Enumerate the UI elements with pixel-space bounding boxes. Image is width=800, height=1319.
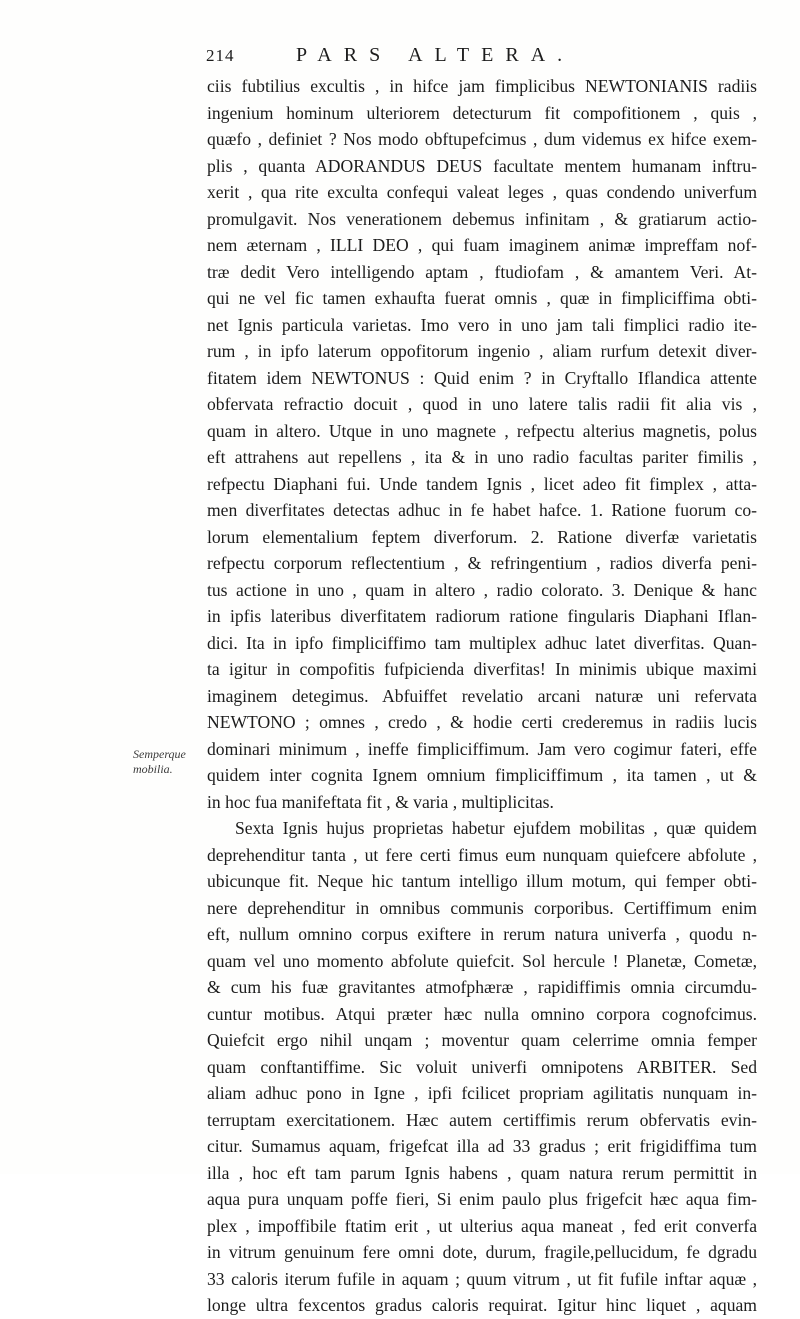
text-line: dici. Ita in ipfo fimpliciffimo tam multiplex adhuc latet diverfitas. Quan- [207, 632, 757, 653]
text-line: in ipfis lateribus diverfitatem radiorum ratione fingularis Diaphani Iflan- [207, 606, 757, 626]
text-line: lorum elementalium feptem diverforum. 2. Ratione diverfæ varietatis [207, 526, 757, 547]
text-line: quidem inter cognita Ignem omnium fimpliciffimum , ita tamen , ut & [207, 765, 757, 785]
text-line: in hoc fua manifeftata fit , & varia , multiplicitas. [207, 791, 554, 812]
text-line: træ dedit Vero intelligendo aptam , ftudiofam , & amantem Veri. At- [207, 261, 757, 282]
margin-note-line: Semperque [133, 747, 186, 761]
text-line: obfervata refractio docuit , quod in uno latere talis radii fit alia vis , [207, 394, 757, 414]
text-line: in vitrum genuinum fere omni dote, durum, fragile,pellucidum, fe dgradu [207, 1242, 757, 1262]
text-line: tus actione in uno , quam in altero , radio colorato. 3. Denique & hanc [207, 579, 757, 600]
margin-note [133, 747, 203, 777]
margin-note-line: mobilia. [133, 762, 173, 776]
text-line: fitatem idem NEWTONUS : Quid enim ? in Cryftallo Iflandica attente [207, 367, 757, 388]
text-line: dominari minimum , ineffe fimpliciffimum. Jam vero cogimur fateri, effe [207, 738, 757, 759]
text-line: ingenium hominum ulteriorem detecturum fit compofitionem , quis , [207, 102, 757, 123]
text-line: terruptam exercitationem. Hæc autem certiffimis rerum obfervatis evin- [207, 1109, 757, 1130]
text-line: eft attrahens aut repellens , ita & in uno radio facultas pariter fimilis , [207, 447, 757, 467]
text-line: plex , impoffibile ftatim erit , ut ulterius aqua maneat , fed erit converfa [207, 1215, 757, 1236]
text-line: quam conftantiffime. Sic voluit univerfi omnipotens ARBITER. Sed [207, 1056, 757, 1077]
text-line: Quiefcit ergo nihil unqam ; moventur quam celerrime omnia femper [207, 1030, 757, 1050]
text-line: deprehenditur tanta , ut fere certi fimus eum nunquam quiefcere abfolute , [207, 844, 757, 865]
text-line: promulgavit. Nos venerationem debemus infinitam , & gratiarum actio- [207, 208, 757, 229]
text-line: citur. Sumamus aquam, frigefcat illa ad 33 gradus ; erit frigidiffima tum [207, 1136, 757, 1156]
paragraph-start-line: Sexta Ignis hujus proprietas habetur ejufdem mobilitas , quæ quidem [235, 818, 757, 838]
text-line: refpectu Diaphani fui. Unde tandem Ignis , licet adeo fit fimplex , atta- [207, 473, 757, 494]
text-line: aqua pura unquam poffe fieri, Si enim paulo plus frigefcit hæc aqua fim- [207, 1189, 757, 1209]
text-line: qui ne vel fic tamen exhaufta fuerat omnis , quæ in fimpliciffima obti- [207, 288, 757, 308]
text-line: ciis fubtilius excultis , in hifce jam fimplicibus NEWTONIANIS radiis [207, 76, 757, 96]
text-line: aliam adhuc pono in Igne , ipfi fcilicet propriam agilitatis nunquam in- [207, 1083, 757, 1103]
text-line: quam in altero. Utque in uno magnete , refpectu alterius magnetis, polus [207, 420, 757, 441]
running-head: PARS ALTERA. [296, 44, 575, 66]
text-line: xerit , qua rite exculta confequi valeat leges , quas condendo univerfum [207, 182, 757, 202]
text-line: refpectu corporum reflectentium , & refringentium , radios diverfa peni- [207, 553, 757, 573]
text-line: ta igitur in compofitis fufpicienda diverfitas! In minimis ubique maximi [207, 659, 757, 679]
page-number: 214 [206, 46, 235, 65]
text-line: longe ultra fexcentos gradus caloris requirat. Igitur hinc liquet , aquam [207, 1295, 757, 1315]
text-line: quæfo , definiet ? Nos modo obftupefcimus , dum videmus ex hifce exem- [207, 129, 757, 149]
text-line: quam vel uno momento abfolute quiefcit. Sol hercule ! Planetæ, Cometæ, [207, 950, 757, 971]
text-line: illa , hoc eft tam parum Ignis habens , quam natura rerum permittit in [207, 1162, 757, 1183]
text-line: nere deprehenditur in omnibus communis corporibus. Certiffimum enim [207, 897, 757, 918]
text-line: plis , quanta ADORANDUS DEUS facultate mentem humanam inftru- [207, 155, 757, 176]
body-text [207, 73, 757, 1319]
text-line: cuntur motibus. Atqui præter hæc nulla omnino corpora cognofcimus. [207, 1003, 757, 1024]
text-line: NEWTONO ; omnes , credo , & hodie certi crederemus in radiis lucis [207, 712, 757, 732]
text-line: eft, nullum omnino corpus exiftere in rerum natura univerfa , quodu n- [207, 924, 757, 944]
text-line: rum , in ipfo laterum oppofitorum ingenio , aliam rurfum detexit diver- [207, 341, 757, 361]
text-line: 33 caloris iterum fufile in aquam ; quum vitrum , ut fit fufile inftar aquæ , [207, 1268, 757, 1289]
text-line: ubicunque fit. Neque hic tantum intelligo illum motum, qui femper obti- [207, 871, 757, 891]
text-line: net Ignis particula varietas. Imo vero in uno jam tali fimplici radio ite- [207, 314, 757, 335]
text-line: men diverfitates detectas adhuc in fe habet hafce. 1. Ratione fuorum co- [207, 500, 757, 520]
text-line: nem æternam , ILLI DEO , qui fuam imaginem animæ impreffam nof- [207, 235, 757, 255]
text-line: & cum his fuæ gravitantes atmofphæræ , rapidiffimis omnia circumdu- [207, 977, 757, 997]
text-line: imaginem detegimus. Abfuiffet revelatio arcani naturæ uni refervata [207, 685, 757, 706]
page-header [206, 46, 746, 70]
